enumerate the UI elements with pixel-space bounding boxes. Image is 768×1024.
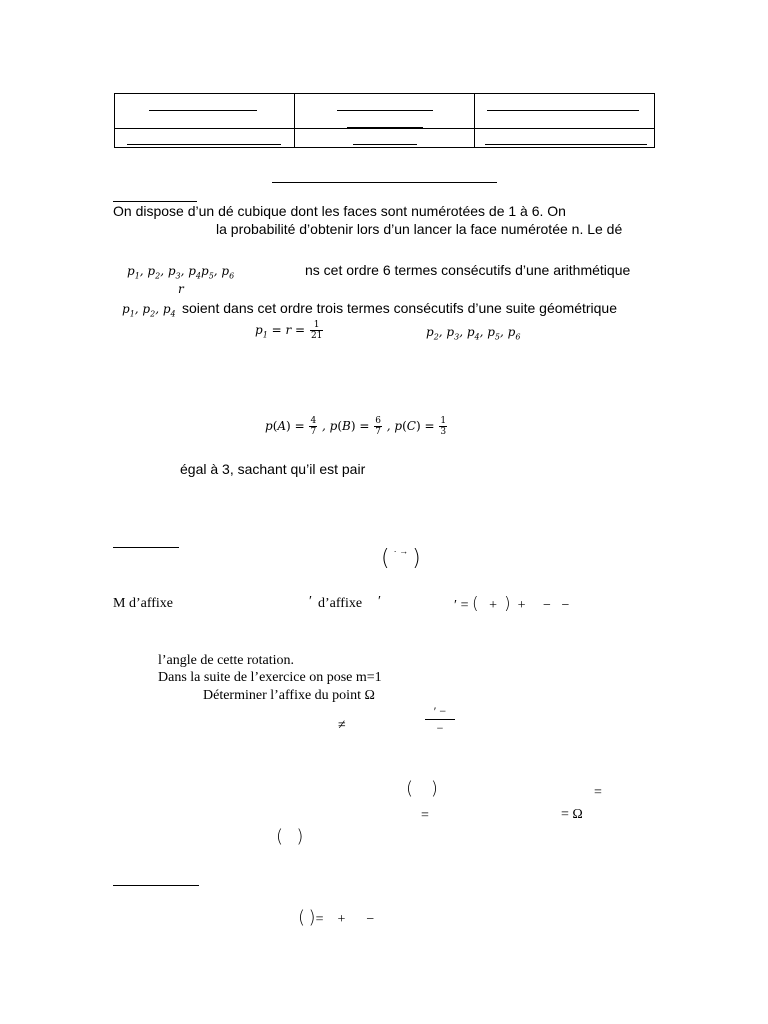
header-cell-right-2: [475, 129, 655, 148]
header-cell-middle: [295, 94, 475, 129]
ex1-line4: soient dans cet ordre trois termes consécutifs d’une suite géométrique: [182, 300, 618, 316]
ex2-eq-1: =: [594, 785, 602, 800]
ex2-prime-2: ′: [378, 594, 382, 609]
ex2-frame-parens: ( · → ): [381, 546, 421, 571]
ex2-eq-omega: = Ω: [561, 807, 583, 822]
ex1-sequence-p2-p6: $p_2$, $p_3$, $p_4$, $p_5$, $p_6$: [426, 325, 521, 342]
ex2-quotient: ′ − −: [425, 703, 455, 736]
ex2-formula: ′ = ( + ) + − −: [454, 594, 570, 614]
header-table: [114, 93, 655, 148]
header-cell-right: [475, 94, 655, 129]
exercise1-heading-rule: [113, 201, 197, 202]
ex2-prime-1: ′: [309, 594, 313, 609]
exercise3-heading-rule: [113, 885, 199, 886]
ex3-plus: +: [337, 912, 346, 927]
ex2-m-affixe: M d’affixe: [113, 596, 173, 611]
ex3-formula: ( )= + −: [298, 907, 375, 928]
ex2-determine-line: [203, 688, 375, 704]
ex2-eq-2: =: [421, 808, 429, 823]
ex2-paren-group-1: ( ): [406, 778, 438, 799]
ex2-neq: ≠: [338, 718, 346, 733]
header-cell-middle-2: [295, 129, 475, 148]
ex3-minus: −: [366, 912, 375, 927]
omega-symbol: Ω: [364, 688, 375, 703]
ex2-paren-group-2: ( ): [276, 826, 304, 847]
exercise2-heading-rule: [113, 547, 179, 548]
ex1-line5: égal à 3, sachant qu’il est pair: [180, 461, 366, 477]
ex2-angle-line: l’angle de cette rotation.: [158, 653, 295, 668]
ex1-probabilities: p(A) = $\frac{4}{7}$ , p(B) = $\frac{6}{7}$ , p(C) = $\frac{1}{3}$: [265, 416, 447, 437]
ex1-sequence-p1-p2-p4: $p_1$, $p_2$, $p_4$: [122, 302, 176, 319]
ex2-determine-text: Déterminer l’affixe du point: [203, 688, 361, 703]
ex2-suite-line: Dans la suite de l’exercice on pose m=1: [158, 670, 382, 685]
title-rule: [272, 182, 497, 183]
header-cell-left-2: [115, 129, 295, 148]
ex2-d-affixe: d’affixe: [318, 596, 363, 611]
header-cell-left: [115, 94, 295, 129]
ex1-line3: ns cet ordre 6 termes consécutifs d’une arithmétique: [305, 262, 631, 278]
ex1-line2: la probabilité d’obtenir lors d’un lancer la face numérotée n. Le dé: [216, 221, 623, 237]
ex3-eq: =: [315, 912, 324, 927]
ex1-sequence-p1-p6: $p_1$, $p_2$, $p_3$, $p_4p_5$, $p_6$: [127, 264, 235, 281]
ex1-math-r: r: [178, 282, 184, 296]
ex1-line1: On dispose d’un dé cubique dont les faces sont numérotées de 1 à 6. On: [113, 203, 566, 219]
ex1-p1-equals-r: $p_1 = r$ = $\frac{1}{21}$: [255, 320, 323, 341]
